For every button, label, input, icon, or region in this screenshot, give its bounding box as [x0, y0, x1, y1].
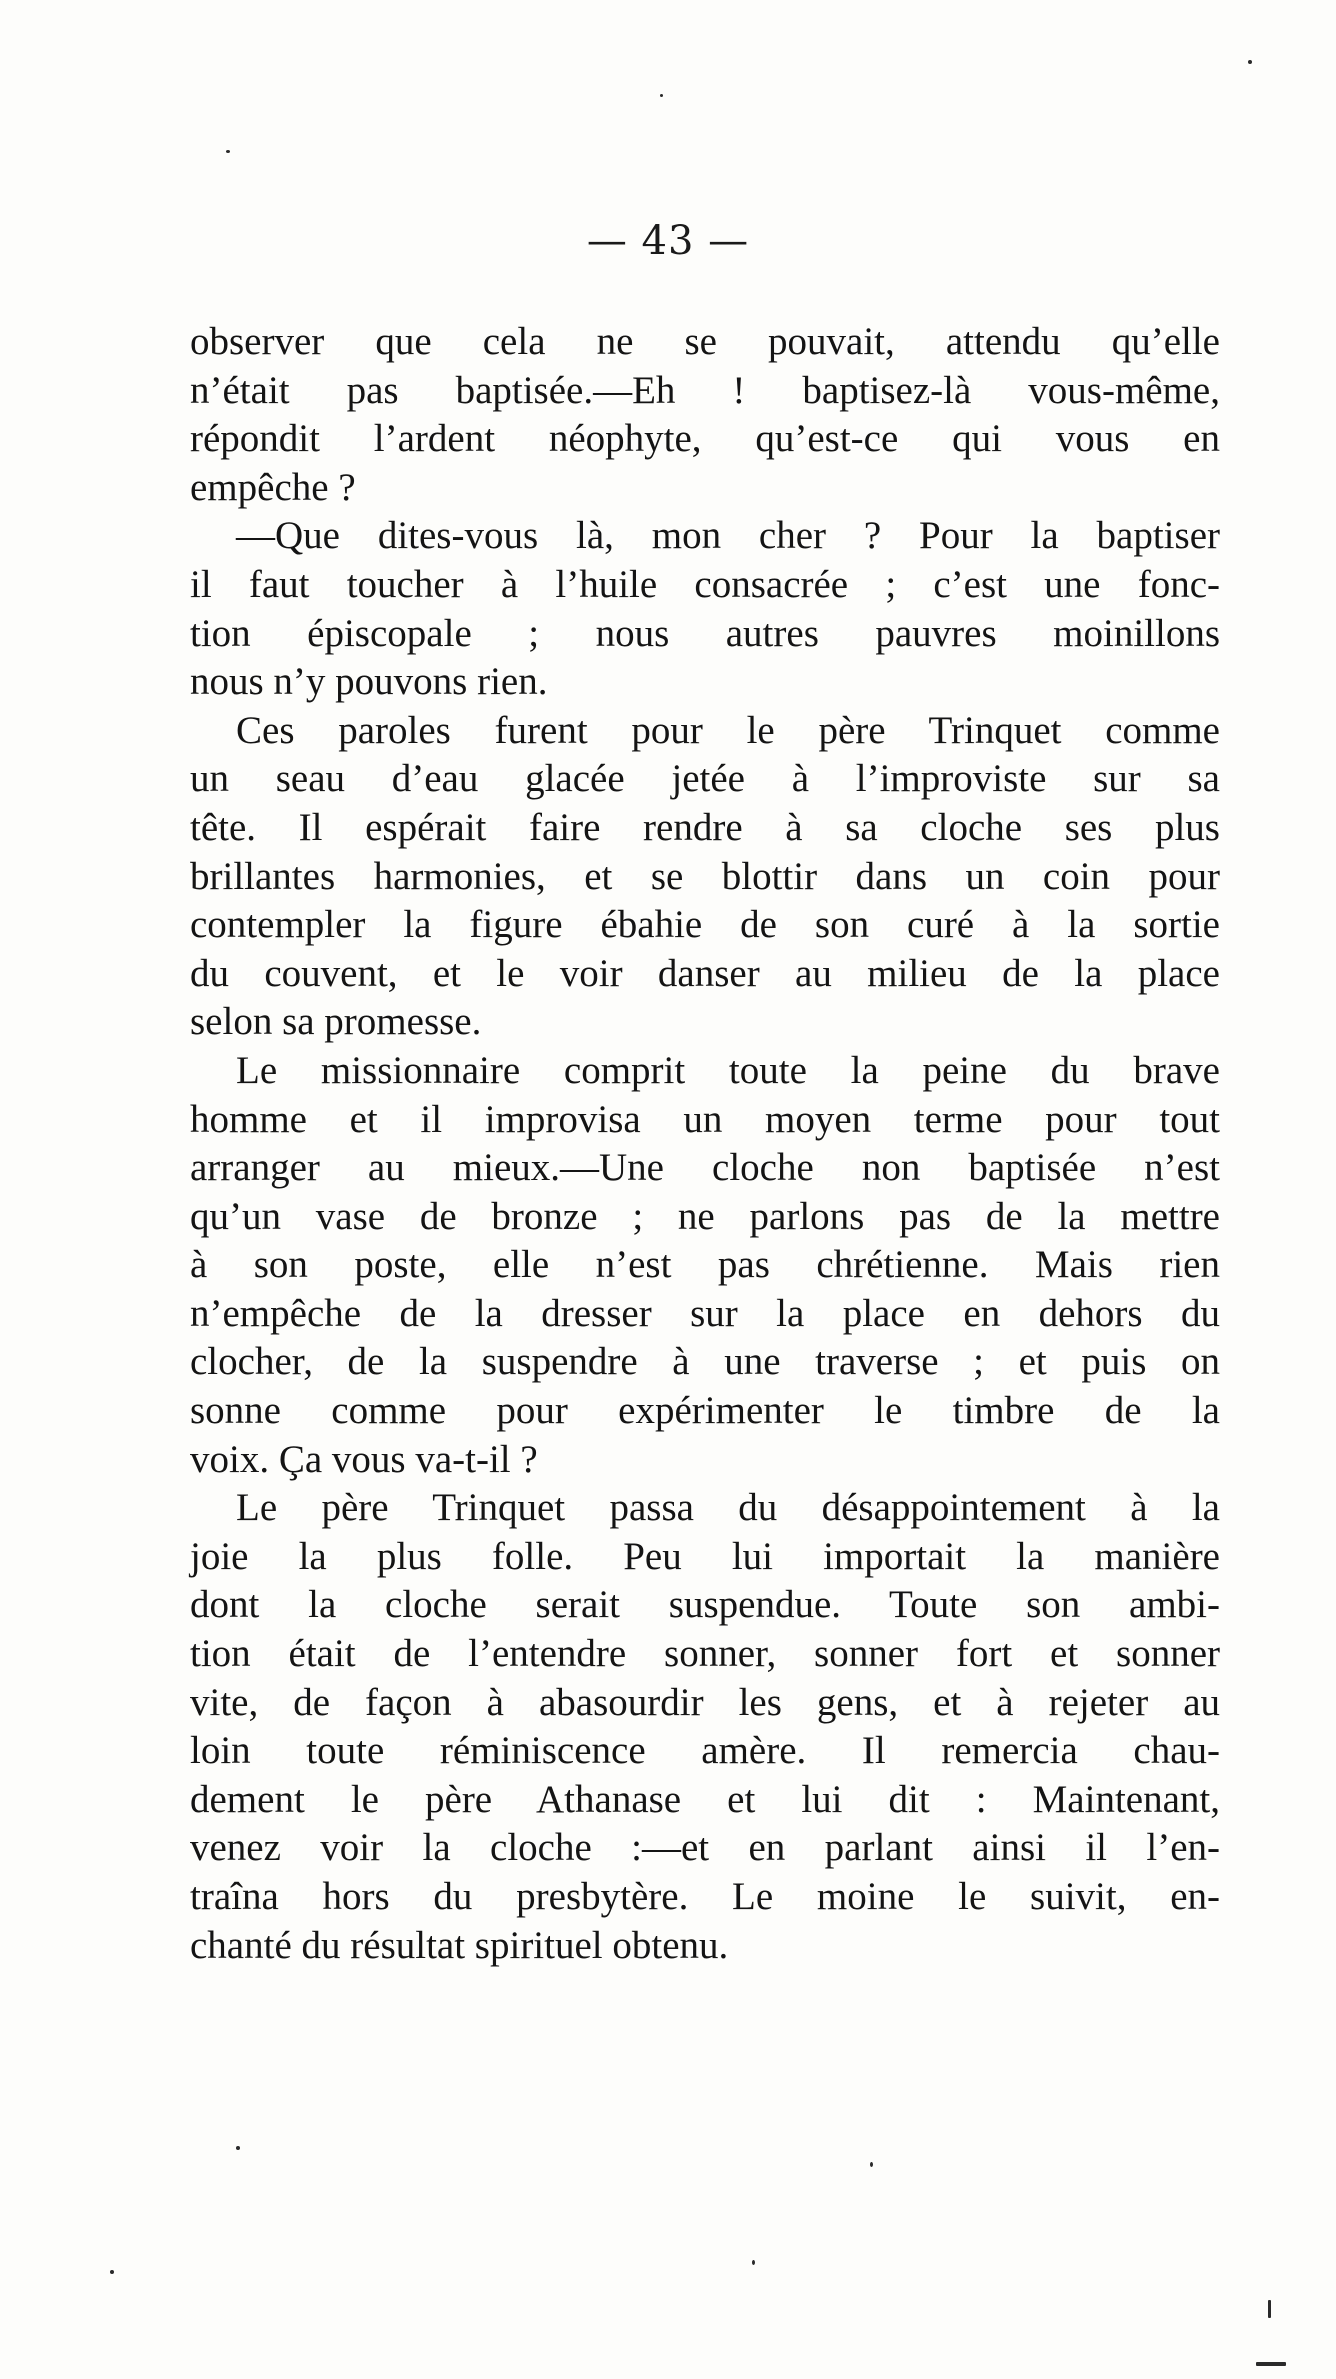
text-line: tion épiscopale ; nous autres pauvres moinillons — [190, 611, 1220, 655]
text-line: observer que cela ne se pouvait, attendu qu’elle — [190, 320, 1220, 363]
text-line: chanté du résultat spirituel obtenu. — [190, 1923, 729, 1967]
text-line: un seau d’eau glacée jetée à l’improviste sur sa — [190, 757, 1220, 801]
text-line: dont la cloche serait suspendue. Toute son ambi- — [190, 1583, 1220, 1627]
text-line: venez voir la cloche :—et en parlant ainsi il l’en- — [190, 1826, 1220, 1870]
text-line: Ces paroles furent pour le père Trinquet comme — [236, 708, 1220, 752]
print-speck — [660, 94, 663, 97]
print-speck — [870, 2162, 873, 2167]
text-line: à son poste, elle n’est pas chrétienne. Mais rien — [190, 1243, 1220, 1287]
print-speck — [110, 2270, 114, 2274]
text-line: —Que dites-vous là, mon cher ? Pour la baptiser — [236, 514, 1220, 558]
text-line: contempler la figure ébahie de son curé à la sortie — [190, 903, 1220, 947]
print-speck — [1268, 2300, 1271, 2318]
text-line: Le missionnaire comprit toute la peine du brave — [236, 1048, 1220, 1092]
text-line: Le père Trinquet passa du désappointement à la — [236, 1486, 1220, 1530]
print-speck — [752, 2260, 755, 2265]
page-body-text — [190, 318, 1220, 1970]
text-line: brillantes harmonies, et se blottir dans un coin pour — [190, 854, 1220, 898]
text-line: clocher, de la suspendre à une traverse ; et puis on — [190, 1340, 1220, 1384]
text-line: homme et il improvisa un moyen terme pour tout — [190, 1097, 1220, 1141]
text-line: tête. Il espérait faire rendre à sa cloche ses plus — [190, 805, 1220, 849]
text-line: empêche ? — [190, 465, 356, 509]
text-line: joie la plus folle. Peu lui importait la manière — [190, 1534, 1220, 1578]
text-line: nous n’y pouvons rien. — [190, 660, 548, 704]
text-line: il faut toucher à l’huile consacrée ; c’est une fonc- — [190, 562, 1220, 606]
text-line: n’était pas baptisée.—Eh ! baptisez-là vous-même, — [190, 368, 1220, 412]
text-line: qu’un vase de bronze ; ne parlons pas de la mettre — [190, 1194, 1220, 1238]
text-line: selon sa promesse. — [190, 1000, 482, 1044]
print-speck — [226, 150, 230, 153]
text-line: n’empêche de la dresser sur la place en dehors du — [190, 1291, 1220, 1335]
text-line: du couvent, et le voir danser au milieu de la place — [190, 951, 1220, 995]
text-line: voix. Ça vous va-t-il ? — [190, 1437, 538, 1481]
text-line: répondit l’ardent néophyte, qu’est-ce qui vous en — [190, 417, 1220, 461]
text-line: dement le père Athanase et lui dit : Maintenant, — [190, 1777, 1220, 1821]
text-line: sonne comme pour expérimenter le timbre de la — [190, 1389, 1220, 1433]
print-speck — [236, 2146, 240, 2150]
page-number: — 43 — — [586, 218, 750, 264]
print-speck — [1248, 60, 1252, 64]
text-line: vite, de façon à abasourdir les gens, et à rejeter au — [190, 1680, 1220, 1724]
print-speck — [1256, 2362, 1286, 2366]
text-line: traîna hors du presbytère. Le moine le suivit, en- — [190, 1875, 1220, 1918]
text-line: tion était de l’entendre sonner, sonner fort et sonner — [190, 1632, 1220, 1676]
text-line: arranger au mieux.—Une cloche non baptisée n’est — [190, 1146, 1220, 1190]
text-line: loin toute réminiscence amère. Il remercia chau- — [190, 1729, 1220, 1773]
